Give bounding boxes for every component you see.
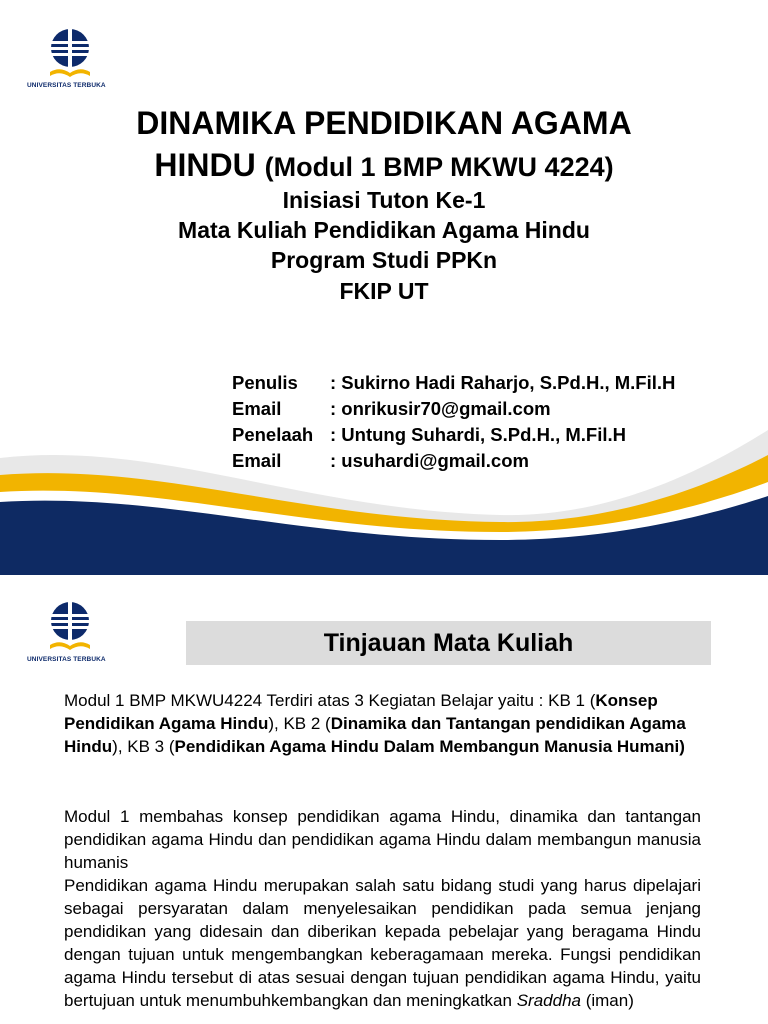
subtitle-line: Program Studi PPKn (270, 247, 498, 273)
text-run: Pendidikan agama Hindu merupakan salah satu bidang studi yang harus dipelajari sebagai persyaratan dalam menyelesaikan pendidikan pada semua jenjang pendidikan yang didesain dan diberikan kepada pebelajar yang beragama Hindu dengan tujuan untuk mengembangkan keberagamaan mereka. Fungsi pendidikan agama Hindu tersebut di atas sesuai dengan tujuan pendidikan agama Hindu, yaitu bertujuan untuk menumbuhkembangkan dan meningkatkan (64, 876, 701, 1010)
info-value: : Sukirno Hadi Raharjo, S.Pd.H., M.Fil.H (330, 372, 676, 393)
text-run: ), KB 3 ( (112, 737, 175, 756)
info-label: Email (232, 398, 282, 419)
logo-caption: UNIVERSITAS TERBUKA (27, 656, 106, 663)
section-heading: Tinjauan Mata Kuliah (186, 621, 711, 665)
text-run: ), KB 2 ( (268, 714, 331, 733)
paragraph-module-summary: Modul 1 membahas konsep pendidikan agama Hindu, dinamika dan tantangan pendidikan agama Hindu dan pendidikan agama Hindu dalam membangun manusia humanis (64, 807, 701, 872)
kb1-title: Konsep Pendidikan Agama Hindu (64, 691, 658, 733)
university-logo (44, 601, 96, 655)
ut-emblem-icon (44, 28, 96, 82)
info-label: Penulis (232, 372, 298, 393)
info-row-email (232, 396, 675, 422)
info-label: Email (232, 450, 282, 471)
page-title: DINAMIKA PENDIDIKAN AGAMA (136, 105, 632, 141)
info-value: : Untung Suhardi, S.Pd.H., M.Fil.H (330, 424, 626, 445)
text-run: (iman) (580, 991, 634, 1010)
university-logo (44, 28, 96, 82)
logo-caption: UNIVERSITAS TERBUKA (27, 82, 106, 89)
kb3-title: Pendidikan Agama Hindu Dalam Membangun Manusia Humani) (174, 737, 685, 756)
title-word: HINDU (154, 147, 256, 183)
info-value: : usuhardi@gmail.com (330, 450, 529, 471)
paragraph-description (64, 874, 701, 1012)
text-run: Modul 1 BMP MKWU4224 Terdiri atas 3 Kegiatan Belajar yaitu : KB 1 ( (64, 691, 596, 710)
sraddha-term: Sraddha (516, 991, 581, 1010)
info-value: : onrikusir70@gmail.com (330, 398, 551, 419)
info-row-author (232, 370, 675, 396)
page-title-line2 (0, 146, 768, 186)
kb2-title: Dinamika dan Tantangan pendidikan Agama Hindu (64, 714, 686, 756)
module-code: (Modul 1 BMP MKWU 4224) (264, 152, 614, 182)
ut-emblem-icon (44, 601, 96, 655)
info-label: Penelaah (232, 424, 314, 445)
decorative-wave (0, 420, 768, 575)
content-slide (0, 585, 768, 1024)
slide-gap (0, 575, 768, 585)
subtitle-line: Mata Kuliah Pendidikan Agama Hindu (178, 217, 590, 243)
subtitle-line: Inisiasi Tuton Ke-1 (282, 187, 486, 213)
subtitle-line: FKIP UT (339, 278, 429, 304)
paragraph-kb-overview (64, 689, 701, 758)
